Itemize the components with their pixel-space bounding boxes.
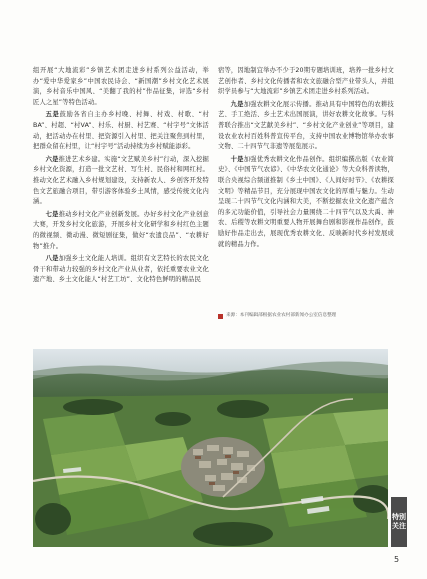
source-caption [218,313,398,319]
paragraph: 五是鼓励各省自主办乡村晚、村舞、村戏、村歌、“村BA”、村超、“村VA”、村乐、村厨、村艺赛、“村宇号”文体活动，把活动办在村里、把资源引入村里、把关注聚焦到村里，把群众留在村里，让“村宇号”活动持续为乡村赋能添彩。 [33,111,209,151]
right-column [218,66,394,252]
caption-marker-icon [218,314,223,319]
aerial-photo-illustration [33,349,388,547]
page-number: 5 [394,555,400,564]
paragraph: 八是加强乡土文化能人培训。组织有文艺特长的农民文化骨干和带动力较强的乡村文化产业从业者，依托重要农业文化遗产地、乡土文化能人“村艺工坊”、文化特色鲜明的精品民 [33,255,209,284]
paragraph: 宿等，因地制宜举办不少于20期专题培训班，培养一批乡村文艺创作者、乡村文化传播者和农文旅融合型产业带头人，并组织学员参与“大地流彩”乡镇艺术团走进乡村系列活动。 [218,67,394,96]
caption-text: 来源：本刊编辑部根据农业农村部新闻办公室信息整理 [226,313,337,318]
section-tab-line2: 关注 [392,522,406,530]
paragraph: 七是推动乡村文化产业创新发展。办好乡村文化产业创意大赛，开发乡村文化旅游，开展乡村文化研学和乡村红色主题的微视频、微动漫、微短剧征集，做好“农遗良品”、“农耕好物”推介。 [33,210,209,250]
section-tab [391,497,407,547]
section-tab-line1: 特别 [392,513,406,521]
aerial-village-photo [33,349,388,547]
paragraph: 十是加强优秀农耕文化作品创作。组织编撰出版《农业简史》、《中国节气农谚》、《中华农文化通论》等大众科普读物，联合央视综合频道推制《乡土中国》、《人间好时节》、《农耕探文明》等精品节目，充分展现中国农文化的厚重与魅力。生动呈现二十四节气文化内涵和大美，不断挖掘农业文化遗产蕴含的多元功能价值，引导社会力量围绕二十四节气以及大禹、神农、后稷等农耕文明重要人物开展舞台剧和影视作品创作，鼓励好作品走出去，展现优秀农耕文化、反映新时代乡村发展成就的精品力作。 [218,155,394,248]
paragraph: 九是加强农耕文化展示传播。推动具有中国特色的农耕技艺、手工绝活、乡土艺术出国展演，讲好农耕文化故事。与科普联合推出“文艺献美乡村”、“乡村文化产业创业”等项目，建设农业农村百姓科普宣传平台，支持中国农业博物馆举办农事文物、二十四节气非遗等展览展示。 [218,100,394,151]
paragraph: 组开展“大地流彩”乡镇艺术团走进乡村系列公益活动，举办“爱中华爱家乡”中国农民诗会、“新国潮”乡村文化艺术展演，乡村音乐中国风、“美翻了我的村”作品征集，评选“乡村匠人之星”等特色活动。 [33,67,209,106]
paragraph: 六是推进艺术乡建。实施“文艺赋美乡村”行动，深入挖掘乡村文化资源，打造一批文艺村、写生村、民俗村和网红村。推动文化艺术融入乡村规划建设，支持新农人、乡创客开发特色文艺旅融合项目，带引游客体验乡土风情，感受传统文化内涵。 [33,155,209,206]
left-column [33,66,209,288]
